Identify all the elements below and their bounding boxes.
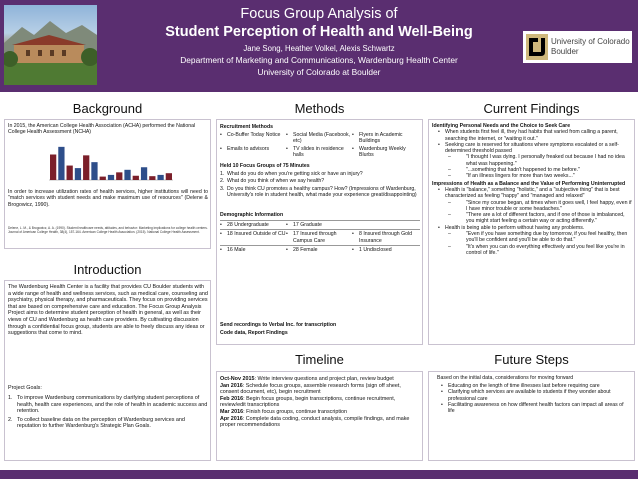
findings-heading: Current Findings (483, 101, 580, 116)
chart-bar (149, 176, 155, 180)
chart-bar (67, 166, 73, 180)
project-goals-title: Project Goals: (8, 385, 42, 391)
recruitment-title: Recruitment Methods (220, 124, 274, 130)
future-item: • Educating on the length of time illnesses last before requiring care (441, 383, 631, 389)
timeline-list (220, 376, 420, 429)
finding-bullet: • Seeking care is reserved for situations where symptoms escalated or a self-determined threshold passed (438, 142, 632, 155)
code-data-line: Code data, Report Findings (220, 330, 288, 336)
finding-bullet: • Health is "balance," something "holistic," and a "subjective thing" that is best characterized as feeling "happy" and "managed and relaxed" (438, 187, 632, 200)
goal-item: 2. To collect baseline data on the perception of Wardenburg services and reputation to further Wardenburg's Strategic Plan Goals. (8, 416, 185, 430)
chart-bar (157, 175, 163, 180)
demographic-cell: • 28 Female (286, 246, 318, 253)
timeline-item: Feb 2016: Begin focus groups, begin transcriptions, continue recruitment, review/edit transcriptions (220, 395, 396, 409)
demographic-table (220, 220, 420, 254)
cu-emblem-icon (526, 34, 548, 60)
chart-bar (50, 155, 56, 181)
recruitment-item: • TV slides in residence halls (286, 145, 344, 158)
findings-card (428, 119, 635, 345)
chart-bar (124, 170, 130, 180)
introduction-heading: Introduction (73, 262, 142, 277)
future-heading: Future Steps (494, 352, 569, 367)
findings-section2-list (438, 187, 632, 200)
findings-quotes2 (448, 199, 632, 225)
findings-quotes1 (448, 154, 632, 180)
demographic-cell: • 16 Male (220, 246, 246, 253)
demographic-row (220, 245, 420, 254)
demographic-title: Demographic Information (220, 212, 284, 218)
demographic-cell: • 28 Undergraduate (220, 222, 269, 228)
background-card (4, 119, 211, 249)
demographic-cell: • 17 Insured through Campus Care (286, 231, 337, 244)
finding-bullet: • Health is being able to perform without having any problems. (438, 225, 632, 231)
timeline-card (216, 371, 423, 461)
department: Department of Marketing and Communications, Wardenburg Health Center (180, 55, 458, 65)
recruitment-item: • Co-Buffer Today Notice (220, 132, 281, 138)
chart-bar (108, 175, 114, 180)
demographic-cell: • 8 Insured through Gold Insurance (352, 231, 413, 244)
introduction-paragraph: The Wardenburg Health Center is a facility that provides CU Boulder students with a wide range of health and wellness services, such as medical care, counseling and psychiatry, physical therapy, and pharmaceuticals. They focus on providing services that are based on comprehensive care and education. The Focus Group Analysis Project aims to determine student perception of health in general, as well as their views of CU and Wardenburg as health care providers. By cultivating discussion through a confidential focus group, students are able to freely discuss any ideas or suggestions that come to mind. (8, 284, 208, 337)
demographic-cell: • 18 Insured Outside of CU (220, 231, 286, 238)
chart-bar (166, 173, 172, 180)
future-intro: Based on the initial data, considerations for moving forward (437, 375, 574, 381)
demographic-row (220, 229, 420, 245)
quote-item: – "I thought I was dying. I personally freaked out because I had no idea what was happening." (448, 154, 625, 167)
recruitment-item: • Social Media (Facebook, etc) (286, 132, 351, 145)
future-item: • Facilitating awareness on how different health factors can impact all areas of life (441, 402, 631, 415)
timeline-heading: Timeline (295, 352, 344, 367)
quote-item: – "...something that hadn't happened to me before." (448, 167, 580, 174)
finding-bullet: • When students first feel ill, they had habits that varied from calling a parent, searching the internet, or "waiting it out." (438, 129, 632, 142)
quote-item: – "It's when you can do everything effectively and you feel like you're in control of life." (448, 243, 625, 256)
university: University of Colorado at Boulder (257, 67, 381, 77)
chart-bar (91, 162, 97, 180)
future-item: • Clarifying which services are available to students if they wonder about professional care (441, 389, 631, 402)
logo-text-line1: University of Colorado (551, 37, 630, 46)
methods-card (216, 119, 423, 345)
demographic-cell: • 17 Graduate (286, 222, 322, 228)
chart-bar (116, 172, 122, 180)
focus-groups-title: Held 10 Focus Groups of 75 Minutes (220, 163, 310, 169)
question-item: 2. What do you think of when we say health? (220, 178, 325, 185)
send-recordings-line: Send recordings to Verbal Inc. for transcription (220, 322, 337, 328)
demographic-row (220, 220, 420, 229)
findings-section1-title: Identifying Personal Needs and the Choice to Seek Care (432, 123, 571, 129)
poster-header (0, 0, 638, 92)
recruitment-methods (220, 132, 420, 159)
chart-bar (83, 155, 89, 180)
timeline-item: Oct-Nov 2015: Write interview questions and project plan, review budget (220, 376, 394, 382)
timeline-item: Apr 2016: Complete data coding, conduct analysis, compile findings, and make proper recommendations (220, 415, 410, 429)
findings-quotes3 (448, 231, 632, 256)
poster-title-line1: Focus Group Analysis of (240, 6, 398, 22)
project-goals-list (8, 395, 208, 430)
chart-bar (100, 177, 106, 180)
quote-item: – "Since my course began, at times when it goes well, I feel happy, even if I have minor trouble or some headaches." (448, 199, 632, 212)
logo-text-line2: Boulder (551, 47, 579, 56)
background-p2: In order to increase utilization rates of health services, higher institutions will need to "match services with student needs and make maximum use of resources" (Delene & Brogowicz, 1990). (8, 189, 208, 208)
question-item: 1. What do you do when you're getting sick or have an injury? (220, 171, 363, 177)
future-list (441, 383, 631, 414)
introduction-card (4, 280, 211, 461)
quote-item: – "If an illness lingers for more than two weeks..." (448, 173, 575, 180)
campus-illustration (4, 5, 97, 85)
question-item: 3. Do you think CU promotes a healthy campus? How? (Impressions of Wardenburg, University's role in student health, what made your experience great/disappointing) (220, 185, 417, 198)
findings-section1-list (438, 129, 632, 154)
cu-logo (523, 31, 632, 63)
poster-footer (0, 470, 638, 479)
questions-list (220, 171, 420, 198)
timeline-item: Jan 2016: Schedule focus groups, assemble research forms (sign off sheet, consent document, etc), begin recruitment (220, 382, 401, 396)
background-references: Delene, L. M., & Brogowicz, A. A. (1990). Student healthcare needs, attitudes, and behavior: Marketing implications for college health centers. Journal of American College Health, 38(4), 157-164. American College Health Association. (2015). National College Health Assessment. (8, 226, 208, 234)
future-card (428, 371, 635, 461)
poster-title-line2: Student Perception of Health and Well-Being (165, 24, 473, 40)
goal-item: 1. To improve Wardenburg communications by clarifying student perceptions of health, health care experiences, and the role of health in academic success and retention. (8, 395, 208, 415)
acha-bar-chart (45, 142, 175, 184)
campus-photo (4, 5, 97, 85)
recruitment-item: • Emails to advisors (220, 145, 270, 152)
recruitment-item: • Flyers in Academic Buildings (352, 132, 403, 145)
findings-section2-title: Impressions of Health as a Balance and the Value of Performing Uninterrupted (432, 180, 626, 187)
methods-heading: Methods (294, 101, 345, 116)
demographic-cell: • 1 Undisclosed (352, 246, 392, 253)
findings-content (432, 123, 632, 256)
recruitment-item: • Wardenburg Weekly Blurbs (352, 145, 406, 158)
background-heading: Background (72, 101, 143, 116)
authors: Jane Song, Heather Volkel, Alexis Schwartz (243, 44, 395, 53)
demographic-cell (352, 222, 418, 228)
chart-bar (133, 176, 139, 180)
quote-item: – "There are a lot of different factors, and if one of those is imbalanced, you might start feeling a certain way or acting differently." (448, 212, 625, 225)
chart-bar (75, 168, 81, 180)
chart-bar (141, 167, 147, 180)
chart-bar (58, 147, 64, 180)
background-p1: In 2015, the American College Health Association (ACHA) performed the National College Health Assessment (NCHA) (8, 123, 196, 136)
timeline-item: Mar 2016: Finish focus groups, continue transcription (220, 408, 348, 415)
quote-item: – "Even if you have something due by tomorrow, if you feel healthy, then you'll be confident and you'll be able to do that." (448, 231, 628, 244)
